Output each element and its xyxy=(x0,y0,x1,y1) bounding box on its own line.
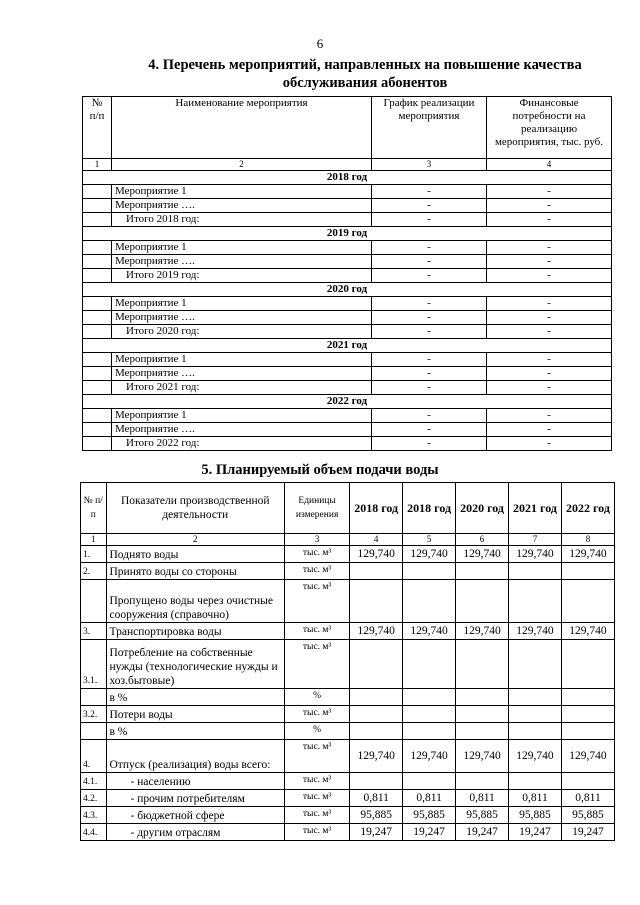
value-cell xyxy=(509,640,562,689)
table-row xyxy=(81,723,615,740)
value-cell xyxy=(350,773,403,790)
unit: тыс. м³ xyxy=(284,773,349,790)
indicator-name: Отпуск (реализация) воды всего: xyxy=(106,740,284,773)
event-finance: - xyxy=(487,437,612,451)
unit: тыс. м³ xyxy=(284,563,349,580)
column-number: 1 xyxy=(83,159,112,171)
event-name: Мероприятие …. xyxy=(112,423,372,437)
event-name: Мероприятие 1 xyxy=(112,409,372,423)
table-row xyxy=(83,241,612,255)
event-schedule: - xyxy=(372,297,487,311)
column-number: 7 xyxy=(509,534,562,546)
value-cell xyxy=(509,580,562,623)
row-number: 4.2. xyxy=(81,790,107,807)
value-cell xyxy=(403,706,456,723)
column-header: Финансовые потребности на реализацию мероприятия, тыс. руб. xyxy=(487,97,612,159)
table-row xyxy=(83,437,612,451)
row-number: 4. xyxy=(81,740,107,773)
row-number: 4.1. xyxy=(81,773,107,790)
year-row xyxy=(83,283,612,297)
value-cell: 129,740 xyxy=(509,623,562,640)
event-finance: - xyxy=(487,255,612,269)
unit: тыс. м³ xyxy=(284,640,349,689)
table-row xyxy=(83,311,612,325)
value-cell: 19,247 xyxy=(350,824,403,841)
event-name: Мероприятие 1 xyxy=(112,241,372,255)
row-number xyxy=(83,325,112,339)
table-row xyxy=(83,185,612,199)
value-cell: 0,811 xyxy=(456,790,509,807)
unit: тыс. м³ xyxy=(284,546,349,563)
event-finance: - xyxy=(487,213,612,227)
value-cell xyxy=(350,689,403,706)
value-cell xyxy=(350,706,403,723)
row-number xyxy=(83,437,112,451)
table-row xyxy=(83,297,612,311)
value-cell: 129,740 xyxy=(456,740,509,773)
unit: % xyxy=(284,689,349,706)
indicator-name: Пропущено воды через очистные сооружения (справочно) xyxy=(106,580,284,623)
page-number: 6 xyxy=(316,36,324,51)
row-number xyxy=(83,423,112,437)
table-row xyxy=(83,325,612,339)
column-header: Наименование мероприятия xyxy=(112,97,372,159)
value-cell: 95,885 xyxy=(509,807,562,824)
table-row xyxy=(83,367,612,381)
value-cell: 19,247 xyxy=(561,824,614,841)
table-row xyxy=(83,255,612,269)
year-label: 2022 год xyxy=(83,395,612,409)
event-name: Мероприятие …. xyxy=(112,199,372,213)
event-schedule: - xyxy=(372,381,487,395)
row-number xyxy=(83,381,112,395)
value-cell xyxy=(456,563,509,580)
table-row xyxy=(81,807,615,824)
indicator-name: в % xyxy=(106,723,284,740)
table-row xyxy=(83,213,612,227)
value-cell xyxy=(509,723,562,740)
section4-title: 4. Перечень мероприятий, направленных на повышение качества обслуживания абонентов xyxy=(148,57,582,91)
table-row xyxy=(83,353,612,367)
column-number: 4 xyxy=(487,159,612,171)
indicator-name: - прочим потребителям xyxy=(106,790,284,807)
row-number xyxy=(81,689,107,706)
event-schedule: - xyxy=(372,423,487,437)
row-number xyxy=(81,580,107,623)
year-label: 2019 год xyxy=(83,227,612,241)
column-number: 3 xyxy=(372,159,487,171)
table-row xyxy=(81,740,615,773)
row-number xyxy=(83,269,112,283)
table-row xyxy=(81,623,615,640)
table-row xyxy=(81,790,615,807)
column-number: 2 xyxy=(112,159,372,171)
value-cell: 129,740 xyxy=(403,623,456,640)
row-number xyxy=(83,353,112,367)
table-header-row xyxy=(83,97,612,159)
event-finance: - xyxy=(487,381,612,395)
table-row xyxy=(83,269,612,283)
table-row xyxy=(83,409,612,423)
value-cell: 129,740 xyxy=(509,740,562,773)
value-cell: 129,740 xyxy=(350,546,403,563)
value-cell xyxy=(561,640,614,689)
event-finance: - xyxy=(487,241,612,255)
event-finance: - xyxy=(487,409,612,423)
unit: % xyxy=(284,723,349,740)
event-name: Итого 2022 год: xyxy=(112,437,372,451)
value-cell xyxy=(561,689,614,706)
table-row xyxy=(81,580,615,623)
column-number: 3 xyxy=(284,534,349,546)
value-cell: 95,885 xyxy=(456,807,509,824)
row-number xyxy=(83,297,112,311)
row-number xyxy=(83,199,112,213)
section5-title: 5. Планируемый объем подачи воды xyxy=(201,462,439,478)
unit: тыс. м³ xyxy=(284,580,349,623)
unit: тыс. м³ xyxy=(284,824,349,841)
unit: тыс. м³ xyxy=(284,740,349,773)
table-row xyxy=(83,199,612,213)
column-header: № п/п xyxy=(83,97,112,159)
row-number: 3.1. xyxy=(81,640,107,689)
row-number: 4.3. xyxy=(81,807,107,824)
event-name: Мероприятие …. xyxy=(112,311,372,325)
row-number xyxy=(83,213,112,227)
value-cell: 0,811 xyxy=(509,790,562,807)
table-row xyxy=(81,773,615,790)
row-number: 1. xyxy=(81,546,107,563)
value-cell xyxy=(403,773,456,790)
column-number: 5 xyxy=(403,534,456,546)
row-number xyxy=(83,311,112,325)
event-name: Мероприятие 1 xyxy=(112,297,372,311)
value-cell xyxy=(456,640,509,689)
value-cell xyxy=(350,563,403,580)
event-name: Мероприятие 1 xyxy=(112,353,372,367)
indicator-name: - населению xyxy=(106,773,284,790)
unit: тыс. м³ xyxy=(284,623,349,640)
column-number-row xyxy=(81,534,615,546)
value-cell: 129,740 xyxy=(561,546,614,563)
event-name: Мероприятие 1 xyxy=(112,185,372,199)
year-label: 2018 год xyxy=(83,171,612,185)
value-cell xyxy=(403,723,456,740)
row-number xyxy=(83,367,112,381)
table-row xyxy=(81,824,615,841)
column-header: 2020 год xyxy=(456,483,509,534)
value-cell: 129,740 xyxy=(403,546,456,563)
row-number: 4.4. xyxy=(81,824,107,841)
row-number xyxy=(83,241,112,255)
value-cell xyxy=(561,773,614,790)
value-cell xyxy=(561,563,614,580)
value-cell: 129,740 xyxy=(350,740,403,773)
value-cell: 129,740 xyxy=(403,740,456,773)
value-cell xyxy=(509,773,562,790)
indicator-name: - бюджетной сфере xyxy=(106,807,284,824)
event-schedule: - xyxy=(372,311,487,325)
value-cell: 129,740 xyxy=(509,546,562,563)
column-header: Единицы измерения xyxy=(284,483,349,534)
table-row xyxy=(83,381,612,395)
value-cell: 0,811 xyxy=(561,790,614,807)
event-name: Итого 2018 год: xyxy=(112,213,372,227)
event-schedule: - xyxy=(372,409,487,423)
event-schedule: - xyxy=(372,437,487,451)
year-row xyxy=(83,171,612,185)
value-cell xyxy=(403,580,456,623)
value-cell xyxy=(456,706,509,723)
row-number xyxy=(83,409,112,423)
value-cell xyxy=(509,706,562,723)
table-row xyxy=(81,706,615,723)
table-row xyxy=(81,563,615,580)
value-cell: 95,885 xyxy=(350,807,403,824)
column-number: 8 xyxy=(561,534,614,546)
event-finance: - xyxy=(487,367,612,381)
value-cell: 129,740 xyxy=(561,623,614,640)
year-label: 2020 год xyxy=(83,283,612,297)
value-cell xyxy=(561,580,614,623)
column-number: 4 xyxy=(350,534,403,546)
value-cell: 129,740 xyxy=(350,623,403,640)
event-schedule: - xyxy=(372,353,487,367)
value-cell xyxy=(456,580,509,623)
value-cell: 19,247 xyxy=(456,824,509,841)
indicator-name: Потребление на собственные нужды (технологические нужды и хоз.бытовые) xyxy=(106,640,284,689)
year-row xyxy=(83,339,612,353)
value-cell xyxy=(509,563,562,580)
event-schedule: - xyxy=(372,199,487,213)
table-row xyxy=(83,423,612,437)
value-cell: 19,247 xyxy=(403,824,456,841)
table-row xyxy=(81,689,615,706)
event-finance: - xyxy=(487,185,612,199)
value-cell: 19,247 xyxy=(509,824,562,841)
value-cell xyxy=(350,723,403,740)
event-schedule: - xyxy=(372,325,487,339)
column-header: 2018 год xyxy=(403,483,456,534)
column-number: 1 xyxy=(81,534,107,546)
event-name: Мероприятие …. xyxy=(112,367,372,381)
value-cell xyxy=(350,640,403,689)
event-schedule: - xyxy=(372,185,487,199)
unit: тыс. м³ xyxy=(284,807,349,824)
value-cell xyxy=(509,689,562,706)
year-row xyxy=(83,227,612,241)
value-cell xyxy=(561,706,614,723)
value-cell: 95,885 xyxy=(403,807,456,824)
value-cell: 95,885 xyxy=(561,807,614,824)
value-cell xyxy=(561,723,614,740)
event-finance: - xyxy=(487,325,612,339)
column-number: 2 xyxy=(106,534,284,546)
column-header: 2021 год xyxy=(509,483,562,534)
column-header: № п/п xyxy=(81,483,107,534)
indicator-name: Транспортировка воды xyxy=(106,623,284,640)
column-number-row xyxy=(83,159,612,171)
value-cell xyxy=(456,723,509,740)
column-header: 2022 год xyxy=(561,483,614,534)
row-number xyxy=(81,723,107,740)
row-number xyxy=(83,255,112,269)
value-cell xyxy=(350,580,403,623)
event-name: Итого 2021 год: xyxy=(112,381,372,395)
event-name: Мероприятие …. xyxy=(112,255,372,269)
indicator-name: Принято воды со стороны xyxy=(106,563,284,580)
table-row xyxy=(81,546,615,563)
year-label: 2021 год xyxy=(83,339,612,353)
indicator-name: Поднято воды xyxy=(106,546,284,563)
event-finance: - xyxy=(487,297,612,311)
event-finance: - xyxy=(487,353,612,367)
event-finance: - xyxy=(487,311,612,325)
table-header-row xyxy=(81,483,615,534)
column-number: 6 xyxy=(456,534,509,546)
value-cell: 0,811 xyxy=(403,790,456,807)
event-schedule: - xyxy=(372,255,487,269)
value-cell xyxy=(403,640,456,689)
event-schedule: - xyxy=(372,241,487,255)
event-schedule: - xyxy=(372,213,487,227)
row-number: 3.2. xyxy=(81,706,107,723)
column-header: Показатели производственной деятельности xyxy=(106,483,284,534)
events-table xyxy=(82,96,612,451)
value-cell xyxy=(456,773,509,790)
event-schedule: - xyxy=(372,269,487,283)
value-cell: 0,811 xyxy=(350,790,403,807)
column-header: 2018 год xyxy=(350,483,403,534)
event-schedule: - xyxy=(372,367,487,381)
event-finance: - xyxy=(487,269,612,283)
indicator-name: Потери воды xyxy=(106,706,284,723)
table-row xyxy=(81,640,615,689)
indicator-name: - другим отраслям xyxy=(106,824,284,841)
value-cell: 129,740 xyxy=(456,546,509,563)
row-number: 3. xyxy=(81,623,107,640)
value-cell: 129,740 xyxy=(456,623,509,640)
row-number: 2. xyxy=(81,563,107,580)
value-cell xyxy=(403,689,456,706)
year-row xyxy=(83,395,612,409)
event-name: Итого 2020 год: xyxy=(112,325,372,339)
row-number xyxy=(83,185,112,199)
event-name: Итого 2019 год: xyxy=(112,269,372,283)
column-header: График реализации мероприятия xyxy=(372,97,487,159)
event-finance: - xyxy=(487,199,612,213)
unit: тыс. м³ xyxy=(284,790,349,807)
value-cell: 129,740 xyxy=(561,740,614,773)
event-finance: - xyxy=(487,423,612,437)
indicator-name: в % xyxy=(106,689,284,706)
unit: тыс. м³ xyxy=(284,706,349,723)
value-cell xyxy=(456,689,509,706)
water-supply-table xyxy=(80,482,615,841)
value-cell xyxy=(403,563,456,580)
